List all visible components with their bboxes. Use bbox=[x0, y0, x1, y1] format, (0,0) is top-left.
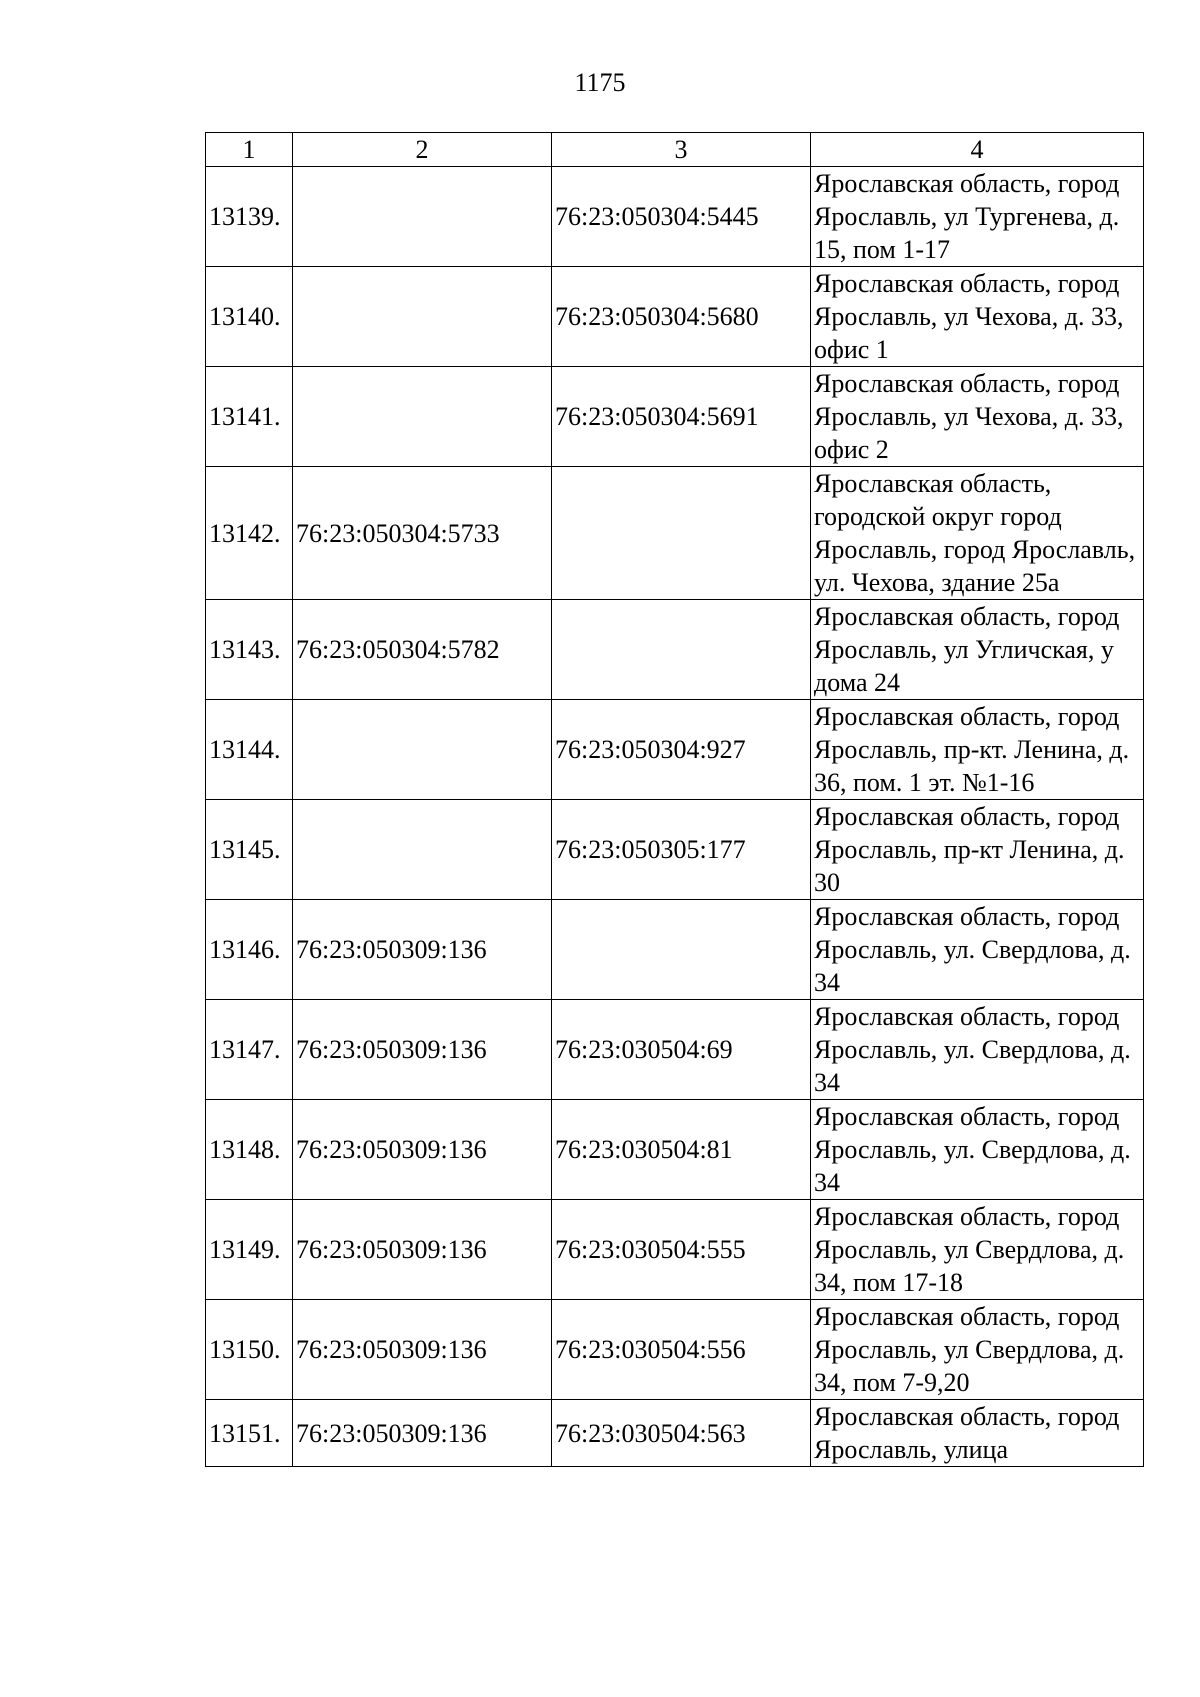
cadastral-number-cell bbox=[552, 600, 811, 700]
row-number-cell: 13148. bbox=[206, 1100, 293, 1200]
table-row bbox=[206, 1000, 1144, 1100]
address-cell: Ярославская область, город Ярославль, пр-кт Ленина, д. 30 bbox=[811, 800, 1144, 900]
address-cell: Ярославская область, город Ярославль, ул Угличская, у дома 24 bbox=[811, 600, 1144, 700]
row-number-cell: 13144. bbox=[206, 700, 293, 800]
page-number: 1175 bbox=[574, 68, 626, 97]
cadastral-number-cell bbox=[293, 267, 552, 367]
column-header-1: 1 bbox=[206, 133, 293, 167]
table-row bbox=[206, 467, 1144, 600]
cadastral-number-cell: 76:23:030504:556 bbox=[552, 1300, 811, 1400]
row-number-cell: 13143. bbox=[206, 600, 293, 700]
cadastral-number-cell: 76:23:050304:5445 bbox=[552, 167, 811, 267]
address-cell: Ярославская область, город Ярославль, ул Чехова, д. 33, офис 1 bbox=[811, 267, 1144, 367]
table-header bbox=[206, 133, 1144, 167]
table-row bbox=[206, 700, 1144, 800]
cadastral-number-cell: 76:23:030504:555 bbox=[552, 1200, 811, 1300]
row-number-cell: 13150. bbox=[206, 1300, 293, 1400]
table-row bbox=[206, 1100, 1144, 1200]
address-cell: Ярославская область, город Ярославль, ул Чехова, д. 33, офис 2 bbox=[811, 367, 1144, 467]
address-cell: Ярославская область, город Ярославль, улица bbox=[811, 1400, 1144, 1467]
address-cell: Ярославская область, город Ярославль, ул. Свердлова, д. 34 bbox=[811, 1100, 1144, 1200]
cadastral-number-cell bbox=[293, 167, 552, 267]
cadastral-number-cell: 76:23:050305:177 bbox=[552, 800, 811, 900]
cadastral-number-cell: 76:23:030504:81 bbox=[552, 1100, 811, 1200]
cadastral-number-cell bbox=[552, 467, 811, 600]
cadastral-number-cell bbox=[293, 800, 552, 900]
table-row bbox=[206, 800, 1144, 900]
address-cell: Ярославская область, город Ярославль, ул Свердлова, д. 34, пом 7-9,20 bbox=[811, 1300, 1144, 1400]
table-row bbox=[206, 1200, 1144, 1300]
table-row bbox=[206, 600, 1144, 700]
cadastral-number-cell: 76:23:030504:69 bbox=[552, 1000, 811, 1100]
cadastral-number-cell: 76:23:050309:136 bbox=[293, 1300, 552, 1400]
row-number-cell: 13151. bbox=[206, 1400, 293, 1467]
address-cell: Ярославская область, город Ярославль, пр-кт. Ленина, д. 36, пом. 1 эт. №1-16 bbox=[811, 700, 1144, 800]
cadastral-number-cell: 76:23:050304:5680 bbox=[552, 267, 811, 367]
cadastral-number-cell: 76:23:050304:927 bbox=[552, 700, 811, 800]
table-row bbox=[206, 167, 1144, 267]
cadastral-number-cell: 76:23:050309:136 bbox=[293, 1400, 552, 1467]
row-number-cell: 13147. bbox=[206, 1000, 293, 1100]
address-cell: Ярославская область, город Ярославль, ул Тургенева, д. 15, пом 1-17 bbox=[811, 167, 1144, 267]
row-number-cell: 13149. bbox=[206, 1200, 293, 1300]
cadastral-number-cell bbox=[552, 900, 811, 1000]
address-cell: Ярославская область, городской округ город Ярославль, город Ярославль, ул. Чехова, здание 25а bbox=[811, 467, 1144, 600]
table-row bbox=[206, 367, 1144, 467]
row-number-cell: 13141. bbox=[206, 367, 293, 467]
cadastral-number-cell: 76:23:050309:136 bbox=[293, 1200, 552, 1300]
address-cell: Ярославская область, город Ярославль, ул. Свердлова, д. 34 bbox=[811, 1000, 1144, 1100]
column-header-3: 3 bbox=[552, 133, 811, 167]
cadastral-number-cell: 76:23:050304:5733 bbox=[293, 467, 552, 600]
cadastral-number-cell: 76:23:050309:136 bbox=[293, 900, 552, 1000]
cadastral-number-cell bbox=[293, 367, 552, 467]
row-number-cell: 13140. bbox=[206, 267, 293, 367]
cadastral-number-cell: 76:23:050309:136 bbox=[293, 1000, 552, 1100]
row-number-cell: 13146. bbox=[206, 900, 293, 1000]
table-row bbox=[206, 1400, 1144, 1467]
header-row bbox=[206, 133, 1144, 167]
table-row bbox=[206, 900, 1144, 1000]
cadastral-number-cell: 76:23:050304:5782 bbox=[293, 600, 552, 700]
address-cell: Ярославская область, город Ярославль, ул Свердлова, д. 34, пом 17-18 bbox=[811, 1200, 1144, 1300]
column-header-2: 2 bbox=[293, 133, 552, 167]
address-cell: Ярославская область, город Ярославль, ул. Свердлова, д. 34 bbox=[811, 900, 1144, 1000]
table-row bbox=[206, 1300, 1144, 1400]
cadastral-number-cell bbox=[293, 700, 552, 800]
cadastral-number-cell: 76:23:050309:136 bbox=[293, 1100, 552, 1200]
row-number-cell: 13145. bbox=[206, 800, 293, 900]
table-row bbox=[206, 267, 1144, 367]
row-number-cell: 13142. bbox=[206, 467, 293, 600]
table-body bbox=[206, 167, 1144, 1467]
registry-table bbox=[205, 132, 1144, 1467]
cadastral-number-cell: 76:23:050304:5691 bbox=[552, 367, 811, 467]
column-header-4: 4 bbox=[811, 133, 1144, 167]
row-number-cell: 13139. bbox=[206, 167, 293, 267]
cadastral-number-cell: 76:23:030504:563 bbox=[552, 1400, 811, 1467]
